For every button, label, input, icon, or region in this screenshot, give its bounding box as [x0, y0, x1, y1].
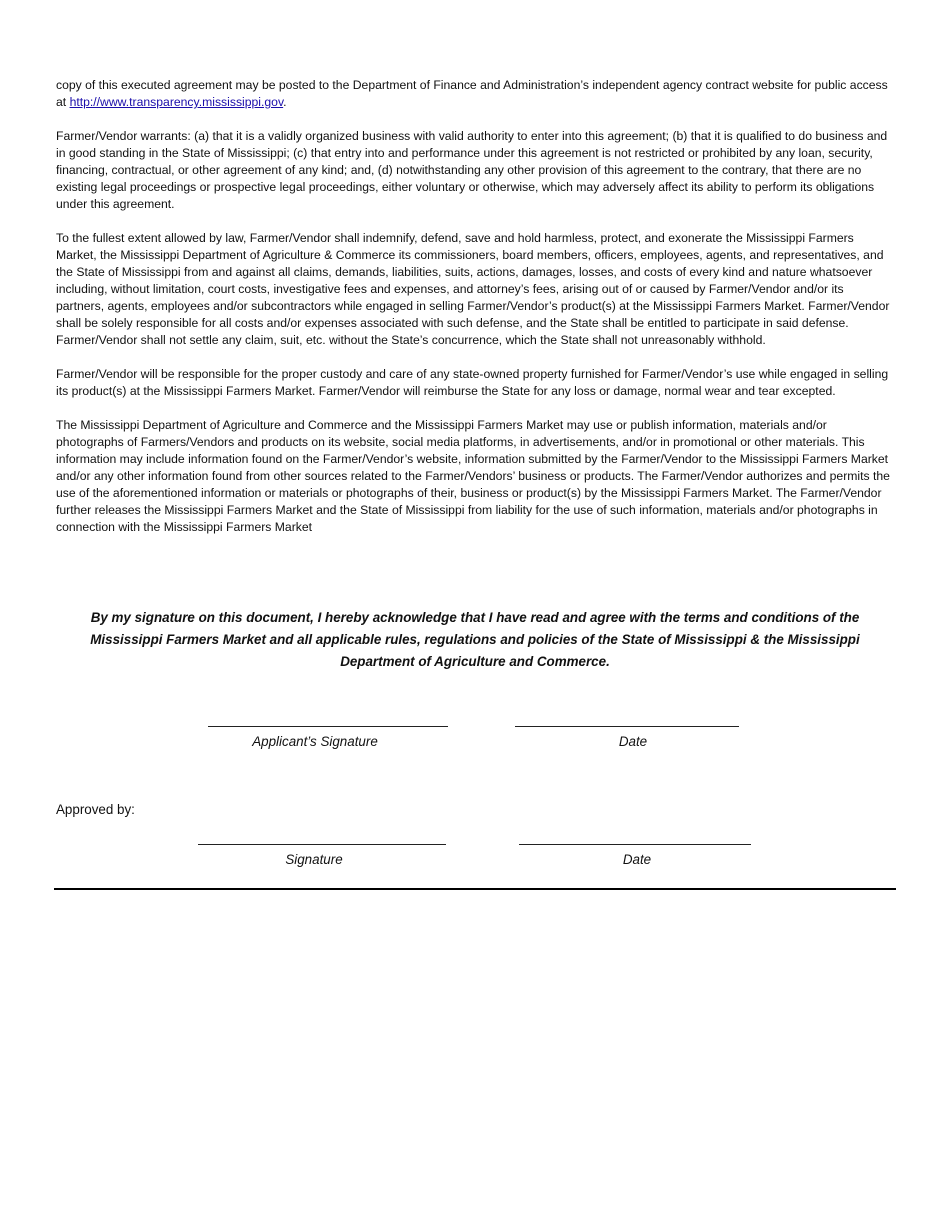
approver-signature-label: Signature [285, 852, 343, 867]
approved-by-label: Approved by: [56, 802, 135, 817]
paragraph-indemnification: To the fullest extent allowed by law, Farmer/Vendor shall indemnify, defend, save and hold harmless, protect, and exonerate the Mississippi Farmers Market, the Mississippi Department of Agriculture & Commerce its commissioners, board members, officers, employees, agents, and representatives, and the State of Mississippi from and against all claims, demands, liabilities, suits, actions, damages, losses, and costs of every kind and nature whatsoever including, without limitation, court costs, investigative fees and expenses, and attorney’s fees, arising out of or caused by Farmer/Vendor and/or its partners, agents, employees and/or subcontractors while engaged in selling Farmer/Vendor’s product(s) at the Mississippi Farmers Market. Farmer/Vendor shall be solely responsible for all costs and/or expenses associated with such defense, and the State shall be entitled to participate in said defense. Farmer/Vendor shall not settle any claim, suit, etc. without the State’s concurrence, which the State shall not unreasonably withhold. [56, 231, 890, 347]
transparency-link[interactable]: http://www.transparency.mississippi.gov [69, 95, 284, 109]
applicant-signature-label: Applicant’s Signature [252, 734, 378, 749]
paragraph-state-property: Farmer/Vendor will be responsible for the proper custody and care of any state-owned property furnished for Farmer/Vendor’s use while engaged in selling its product(s) at the Mississippi Farmers Market. Farmer/Vendor will reimburse the State for any loss or damage, normal wear and tear excepted. [56, 367, 889, 398]
applicant-date-label: Date [618, 734, 648, 749]
paragraph-public-access-text: copy of this executed agreement may be posted to the Department of Finance and Administration’s independent agency contract website for public access at [56, 78, 888, 109]
paragraph-public-access [56, 77, 894, 111]
paragraph-public-access-end: . [283, 95, 287, 109]
applicant-date-line[interactable] [515, 726, 739, 727]
approver-date-label: Date [622, 852, 652, 867]
paragraph-warranties: Farmer/Vendor warrants: (a) that it is a validly organized business with valid authority to enter into this agreement; (b) that it is qualified to do business and in good standing in the State of Mississippi; (c) that entry into and performance under this agreement is not restricted or prohibited by any loan, security, financing, contractual, or other agreement of any kind; and, (d) notwithstanding any other provision of this agreement to the contrary, that there are no existing legal proceedings or prospective legal proceedings, either voluntary or otherwise, which may adversely affect its ability to perform its obligations under this agreement. [56, 129, 888, 211]
approver-date-line[interactable] [519, 844, 751, 845]
bottom-divider [54, 888, 896, 890]
acknowledgement-statement: By my signature on this document, I hereby acknowledge that I have read and agree with the terms and conditions of the Mississippi Farmers Market and all applicable rules, regulations and policies of the State of Mississippi & the Mississippi Department of Agriculture and Commerce. [90, 610, 860, 669]
agreement-body [56, 77, 894, 553]
applicant-signature-line[interactable] [208, 726, 448, 727]
approver-signature-line[interactable] [198, 844, 446, 845]
paragraph-publicity-release: The Mississippi Department of Agriculture and Commerce and the Mississippi Farmers Market may use or publish information, materials and/or photographs of Farmers/Vendors and products on its website, social media platforms, in advertisements, and/or in promotional or other materials. This information may include information found on the Farmer/Vendor’s website, information submitted by the Farmer/Vendor to the Mississippi Farmers Market and/or any other information found from other sources related to the Farmer/Vendors’ business or products. The Farmer/Vendor authorizes and permits the use of the aforementioned information or materials or photographs of their, business or product(s) by the Mississippi Farmers Market. The Farmer/Vendor further releases the Mississippi Farmers Market and the State of Mississippi from liability for the use of such information, materials and/or photographs in connection with the Mississippi Farmers Market [56, 418, 890, 534]
